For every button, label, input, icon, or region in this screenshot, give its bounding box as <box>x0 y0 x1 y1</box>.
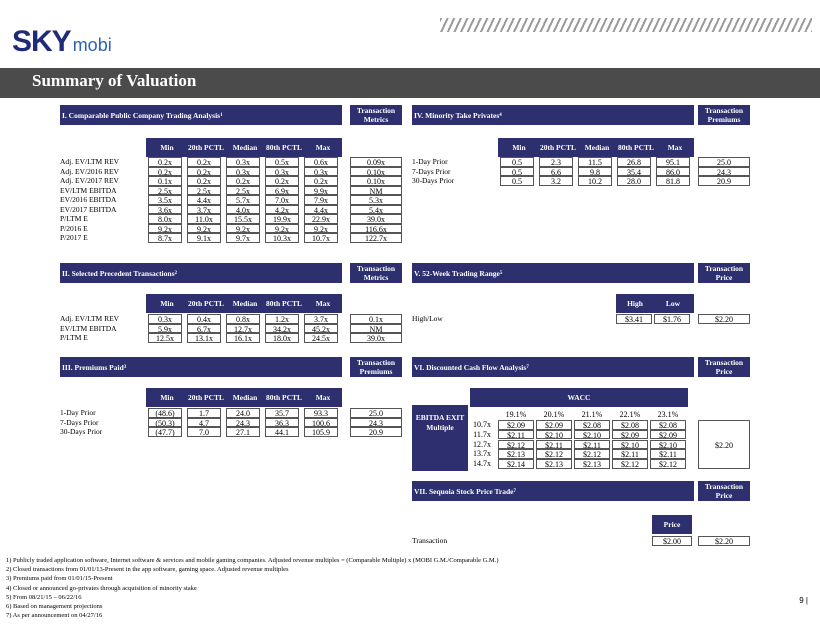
logo-mark: SKY <box>12 25 71 58</box>
table-cell: 0.5 <box>500 167 534 177</box>
footnote-ref: 5 <box>499 270 503 276</box>
table-cell: 9.2x <box>226 224 260 234</box>
section-header <box>412 481 694 501</box>
column-header-row <box>146 388 342 407</box>
row-label: P/LTM E <box>60 333 88 342</box>
footnote: 5) From 08/21/15 – 06/22/16 <box>6 593 82 601</box>
table-cell: 11.5 <box>578 157 612 167</box>
section-title: III. Premiums Paid <box>62 362 124 372</box>
wacc-value: 21.1% <box>581 410 603 419</box>
table-cell: 0.3x <box>265 167 299 177</box>
dcf-value: $2.08 <box>612 420 648 430</box>
row-label: P/2017 E <box>60 233 88 242</box>
table-cell: 3.5x <box>148 195 182 205</box>
footnote-ref: 1 <box>220 112 223 118</box>
table-cell: 10.2 <box>578 176 612 186</box>
dcf-value: $2.09 <box>650 430 686 440</box>
row-label: Adj. EV/LTM REV <box>60 157 120 166</box>
table-cell: 0.5x <box>265 157 299 167</box>
footnotes <box>6 556 499 620</box>
section-title: I. Comparable Public Company Trading Analysis <box>62 110 221 120</box>
table-cell: (48.6) <box>148 408 182 418</box>
table-cell: 12.5x <box>148 333 182 343</box>
table-cell: 5.9x <box>148 324 182 334</box>
column-header: 20th PCTL <box>539 142 577 152</box>
table-cell: 0.5 <box>500 176 534 186</box>
table-cell: 2.5x <box>148 186 182 196</box>
column-header-row <box>146 138 342 157</box>
table-cell: 35.7 <box>265 408 299 418</box>
table-cell: 28.0 <box>617 176 651 186</box>
dcf-value: $2.13 <box>574 459 610 469</box>
table-cell: 3.2 <box>539 176 573 186</box>
dcf-value: $2.08 <box>574 420 610 430</box>
table-cell: 0.2x <box>148 157 182 167</box>
dcf-value: $2.12 <box>574 449 610 459</box>
transaction-value: 24.3 <box>698 167 750 177</box>
table-cell: 4.4x <box>304 205 338 215</box>
table-cell: 105.9 <box>304 427 338 437</box>
column-header: Median <box>232 392 258 402</box>
transaction-box: Transaction Metrics <box>350 105 402 125</box>
transaction-value: 20.9 <box>350 427 402 437</box>
table-cell: 24.3 <box>226 418 260 428</box>
transaction-value: 25.0 <box>350 408 402 418</box>
decorative-stripes <box>440 18 812 32</box>
table-cell: 100.6 <box>304 418 338 428</box>
transaction-value: 5.4x <box>350 205 402 215</box>
transaction-value: 24.3 <box>350 418 402 428</box>
table-cell: 0.3x <box>304 167 338 177</box>
transaction-value: 116.6x <box>350 224 402 234</box>
row-label: P/2016 E <box>60 223 88 233</box>
transaction-value: 39.0x <box>350 333 402 343</box>
transaction-value: 0.1x <box>350 314 402 324</box>
table-cell: 4.4x <box>187 195 221 205</box>
transaction-value: 20.9 <box>698 176 750 186</box>
company-logo <box>12 25 112 65</box>
footnote-ref: 2 <box>174 270 177 276</box>
logo-mobi: mobi <box>72 35 112 55</box>
row-label: Adj. EV/2017 REV <box>60 176 119 185</box>
table-cell: 81.8 <box>656 176 690 186</box>
section-title: II. Selected Precedent Transactions <box>62 268 175 278</box>
dcf-value: $2.11 <box>650 449 686 459</box>
table-cell: 12.7x <box>226 324 260 334</box>
table-cell: 7.0 <box>187 427 221 437</box>
dcf-value: $2.10 <box>650 440 686 450</box>
row-label: 1-Day Prior <box>60 408 96 417</box>
table-cell: 36.3 <box>265 418 299 428</box>
dcf-value: $2.12 <box>536 449 572 459</box>
table-cell: 95.1 <box>656 157 690 167</box>
dcf-value: $2.11 <box>612 449 648 459</box>
table-cell: (47.7) <box>148 427 182 437</box>
table-cell: 13.1x <box>187 333 221 343</box>
transaction-value: NM <box>350 324 402 334</box>
table-cell: 9.1x <box>187 233 221 243</box>
page-number: 9 | <box>799 596 808 605</box>
transaction-box: Transaction Metrics <box>350 263 402 283</box>
section-header <box>60 357 342 377</box>
table-cell: 4.2x <box>265 205 299 215</box>
column-header: 80th PCTL <box>265 142 303 152</box>
table-cell: 6.6 <box>539 167 573 177</box>
column-header: Median <box>232 142 258 152</box>
column-header: 20th PCTL <box>187 392 225 402</box>
transaction-box: Transaction Price <box>698 357 750 377</box>
column-header: High <box>627 298 643 308</box>
row-label: 30-Days Prior <box>60 427 103 436</box>
footnote: 3) Premiums paid from 01/01/15-Present <box>6 575 113 583</box>
table-cell: 86.0 <box>656 167 690 177</box>
transaction-value: $2.20 <box>698 420 750 469</box>
column-header: Max <box>315 392 331 402</box>
table-cell: 0.2x <box>187 157 221 167</box>
exit-multiple-value: 12.7x <box>473 439 491 449</box>
dcf-value: $2.13 <box>498 449 534 459</box>
footnote-ref: 7 <box>526 364 529 370</box>
table-cell: 15.5x <box>226 214 260 224</box>
table-cell: 7.9x <box>304 195 338 205</box>
transaction-box: Transaction Premiums <box>350 357 402 377</box>
table-cell: 9.2x <box>265 224 299 234</box>
table-cell: 34.2x <box>265 324 299 334</box>
dcf-value: $2.09 <box>536 420 572 430</box>
column-header-row <box>146 294 342 313</box>
transaction-value: $2.20 <box>698 314 750 324</box>
table-cell: 18.0x <box>265 333 299 343</box>
column-header: Max <box>315 298 331 308</box>
column-header: Max <box>667 142 683 152</box>
table-cell: 9.8 <box>578 167 612 177</box>
table-cell: 0.2x <box>226 176 260 186</box>
transaction-value: $2.20 <box>698 536 750 546</box>
row-label: Adj. EV/2016 REV <box>60 166 119 176</box>
column-header: 20th PCTL <box>187 142 225 152</box>
exit-multiple-header: EBITDA EXIT Multiple <box>412 405 468 471</box>
column-header: Min <box>160 298 174 308</box>
transaction-value: 5.3x <box>350 195 402 205</box>
section-header <box>412 357 694 377</box>
row-label: High/Low <box>412 314 443 323</box>
table-cell: 3.6x <box>148 205 182 215</box>
row-label: Transaction <box>412 536 448 545</box>
column-header-row <box>616 294 694 313</box>
table-cell: 0.2x <box>265 176 299 186</box>
table-cell: 6.7x <box>187 324 221 334</box>
transaction-value: NM <box>350 186 402 196</box>
section-header <box>60 263 342 283</box>
dcf-value: $2.11 <box>536 440 572 450</box>
column-header: Median <box>584 142 610 152</box>
table-cell: 10.7x <box>304 233 338 243</box>
table-cell: 0.1x <box>148 176 182 186</box>
footnote: 4) Closed or announced go-privates through acquisition of minority stake <box>6 584 197 592</box>
table-cell: 9.7x <box>226 233 260 243</box>
table-cell: 3.7x <box>187 205 221 215</box>
column-header: 80th PCTL <box>265 392 303 402</box>
table-cell: 3.7x <box>304 314 338 324</box>
row-label: 7-Days Prior <box>60 417 99 427</box>
footnote-ref: 4 <box>499 112 502 118</box>
footnote: 2) Closed transactions from 01/01/13-Present in the app software, gaming space. Adjusted revenue multiples <box>6 566 289 574</box>
table-cell: 7.0x <box>265 195 299 205</box>
table-cell: 0.3x <box>148 314 182 324</box>
footnote: 7) As per announcement on 04/27/16 <box>6 612 103 620</box>
exit-multiple-value: 13.7x <box>473 449 491 459</box>
footnote: 6) Based on management projections <box>6 603 103 611</box>
table-cell: 35.4 <box>617 167 651 177</box>
dcf-value: $2.12 <box>498 440 534 450</box>
dcf-value: $2.09 <box>498 420 534 430</box>
column-header: 80th PCTL <box>617 142 655 152</box>
row-label: Adj. EV/LTM REV <box>60 314 120 323</box>
section-header <box>60 105 342 125</box>
dcf-value: $2.11 <box>498 430 534 440</box>
transaction-box: Transaction Price <box>698 481 750 501</box>
row-label: 1-Day Prior <box>412 157 448 166</box>
dcf-value: $2.10 <box>612 440 648 450</box>
wacc-value: 22.1% <box>619 410 641 419</box>
column-header: Min <box>160 392 174 402</box>
wacc-header: WACC <box>470 388 688 407</box>
row-label: EV/2016 EBITDA <box>60 195 117 204</box>
table-cell: 1.7 <box>187 408 221 418</box>
table-cell: 0.2x <box>304 176 338 186</box>
table-cell: $2.00 <box>652 536 692 546</box>
table-cell: 0.2x <box>187 176 221 186</box>
table-cell: 2.5x <box>187 186 221 196</box>
table-cell: 10.3x <box>265 233 299 243</box>
row-label: EV/LTM EBITDA <box>60 323 117 333</box>
row-label: P/LTM E <box>60 214 88 223</box>
column-header: Min <box>160 142 174 152</box>
footnote: 1) Publicly traded application software, Internet software & services and mobile gaming companies. Adjusted revenue multiples = (Comparable Multiple) x (MOBI G.M./Comparable G.M.) <box>6 557 499 564</box>
table-cell: 6.9x <box>265 186 299 196</box>
table-cell: (50.3) <box>148 418 182 428</box>
table-cell: 9.2x <box>187 224 221 234</box>
page-title: Summary of Valuation <box>32 71 197 90</box>
exit-multiple-value: 14.7x <box>473 459 491 469</box>
column-header: Price <box>652 515 692 534</box>
transaction-value: 0.09x <box>350 157 402 167</box>
table-cell: 22.9x <box>304 214 338 224</box>
table-cell: 0.4x <box>187 314 221 324</box>
table-cell: 2.3 <box>539 157 573 167</box>
table-cell: 8.7x <box>148 233 182 243</box>
table-cell: 93.3 <box>304 408 338 418</box>
wacc-value: 19.1% <box>505 410 527 419</box>
table-cell: 11.0x <box>187 214 221 224</box>
table-cell: $3.41 <box>616 314 652 324</box>
column-header: 80th PCTL <box>265 298 303 308</box>
dcf-value: $2.08 <box>650 420 686 430</box>
column-header: Min <box>512 142 526 152</box>
dcf-value: $2.10 <box>536 430 572 440</box>
transaction-box: Transaction Price <box>698 263 750 283</box>
row-label: EV/LTM EBITDA <box>60 185 117 195</box>
section-title: VI. Discounted Cash Flow Analysis <box>414 362 527 372</box>
transaction-value: 0.10x <box>350 176 402 186</box>
table-cell: 26.8 <box>617 157 651 167</box>
transaction-value: 0.10x <box>350 167 402 177</box>
table-cell: 19.9x <box>265 214 299 224</box>
row-label: EV/2017 EBITDA <box>60 204 117 214</box>
column-header: Median <box>232 298 258 308</box>
table-cell: 2.5x <box>226 186 260 196</box>
table-cell: 9.2x <box>304 224 338 234</box>
column-header-row <box>498 138 694 157</box>
table-cell: 0.5 <box>500 157 534 167</box>
column-header: Low <box>665 298 681 308</box>
dcf-value: $2.13 <box>536 459 572 469</box>
dcf-value: $2.14 <box>498 459 534 469</box>
table-cell: 24.0 <box>226 408 260 418</box>
table-cell: 8.0x <box>148 214 182 224</box>
row-label: 30-Days Prior <box>412 176 455 185</box>
table-cell: 1.2x <box>265 314 299 324</box>
table-cell: 0.6x <box>304 157 338 167</box>
table-cell: 9.9x <box>304 186 338 196</box>
row-label: 7-Days Prior <box>412 166 451 176</box>
dcf-value: $2.10 <box>574 430 610 440</box>
table-cell: 0.8x <box>226 314 260 324</box>
wacc-value: 23.1% <box>657 410 679 419</box>
table-cell: 4.7 <box>187 418 221 428</box>
table-cell: 5.7x <box>226 195 260 205</box>
transaction-box: Transaction Premiums <box>698 105 750 125</box>
section-title: IV. Minority Take Privates <box>414 110 500 120</box>
table-cell: 4.0x <box>226 205 260 215</box>
section-header <box>412 105 694 125</box>
dcf-value: $2.09 <box>612 430 648 440</box>
footnote-ref: 7 <box>513 488 517 494</box>
section-title: V. 52-Week Trading Range <box>414 268 500 278</box>
table-cell: 9.2x <box>148 224 182 234</box>
exit-multiple-value: 10.7x <box>473 420 491 429</box>
table-cell: 0.2x <box>187 167 221 177</box>
table-cell: 0.2x <box>148 167 182 177</box>
dcf-value: $2.12 <box>650 459 686 469</box>
wacc-value: 20.1% <box>543 410 565 419</box>
exit-multiple-value: 11.7x <box>473 429 491 439</box>
section-title: VII. Sequoia Stock Price Trade <box>414 486 514 496</box>
table-cell: 44.1 <box>265 427 299 437</box>
footnote-ref: 3 <box>123 364 127 370</box>
table-cell: 0.3x <box>226 157 260 167</box>
table-cell: 24.5x <box>304 333 338 343</box>
column-header: Max <box>315 142 331 152</box>
table-cell: 45.2x <box>304 324 338 334</box>
transaction-value: 25.0 <box>698 157 750 167</box>
table-cell: 16.1x <box>226 333 260 343</box>
transaction-value: 122.7x <box>350 233 402 243</box>
dcf-value: $2.12 <box>612 459 648 469</box>
transaction-value: 39.0x <box>350 214 402 224</box>
table-cell: 27.1 <box>226 427 260 437</box>
table-cell: $1.76 <box>654 314 690 324</box>
section-header <box>412 263 694 283</box>
dcf-value: $2.11 <box>574 440 610 450</box>
table-cell: 0.3x <box>226 167 260 177</box>
column-header: 20th PCTL <box>187 298 225 308</box>
